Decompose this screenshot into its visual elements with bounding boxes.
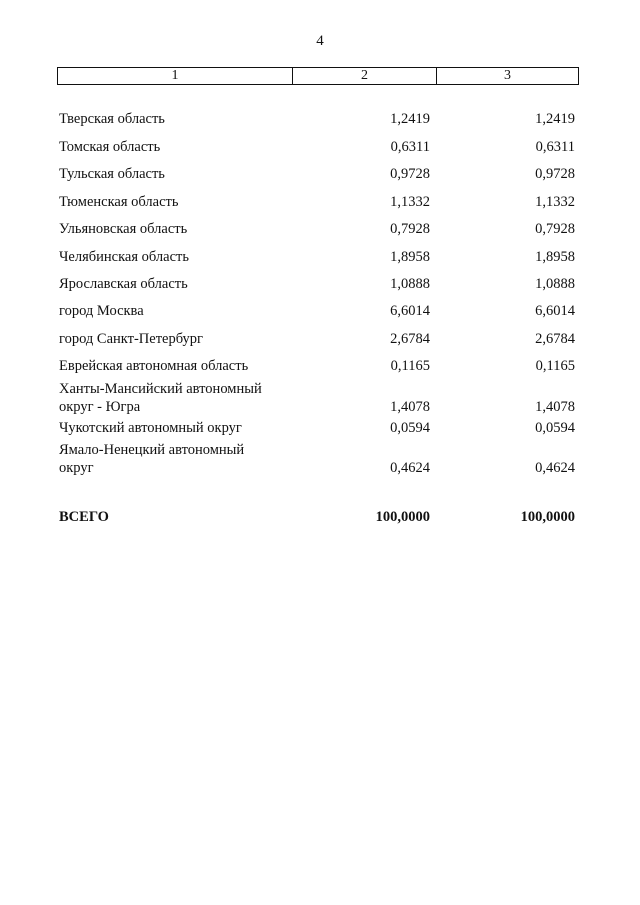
region-name — [59, 441, 299, 477]
region-name — [59, 380, 299, 416]
region-name-line-1: Ханты-Мансийский автономный — [59, 381, 262, 397]
header-col-1: 1 — [58, 68, 293, 84]
value-col-2: 0,9728 — [390, 166, 430, 182]
region-name: Тверская область — [59, 111, 165, 127]
region-name: Челябинская область — [59, 249, 189, 265]
value-col-3: 0,1165 — [535, 358, 575, 374]
region-name: город Москва — [59, 303, 144, 319]
value-col-3: 0,6311 — [535, 139, 575, 155]
value-col-3: 1,8958 — [535, 249, 575, 265]
value-col-2: 1,4078 — [390, 399, 430, 415]
page-number: 4 — [316, 33, 324, 49]
value-col-2: 0,1165 — [390, 358, 430, 374]
header-col-3: 3 — [504, 68, 511, 83]
value-col-2: 1,8958 — [390, 249, 430, 265]
value-col-2: 0,6311 — [390, 139, 430, 155]
value-col-3: 0,7928 — [535, 221, 575, 237]
value-col-3: 0,9728 — [535, 166, 575, 182]
value-col-3: 2,6784 — [535, 331, 575, 347]
total-value-col-2: 100,0000 — [375, 509, 430, 525]
value-col-2: 1,1332 — [390, 194, 430, 210]
header-col-2: 2 — [293, 68, 437, 84]
value-col-2: 2,6784 — [390, 331, 430, 347]
value-col-2: 6,6014 — [390, 303, 430, 319]
total-value-col-3: 100,0000 — [520, 509, 575, 525]
region-name-line-1: Ямало-Ненецкий автономный — [59, 442, 245, 458]
value-col-3: 1,4078 — [535, 399, 575, 415]
region-name: Тюменская область — [59, 194, 179, 210]
region-name: город Санкт-Петербург — [59, 331, 204, 347]
value-col-3: 1,0888 — [535, 276, 575, 292]
value-col-3: 0,4624 — [535, 460, 575, 476]
region-name: Тульская область — [59, 166, 165, 182]
region-name: Ульяновская область — [59, 221, 188, 237]
value-col-3: 1,2419 — [535, 111, 575, 127]
region-name-line-2: округ - Югра — [59, 399, 141, 415]
region-name: Томская область — [59, 139, 161, 155]
value-col-2: 0,0594 — [390, 420, 430, 436]
value-col-2: 1,2419 — [390, 111, 430, 127]
region-name-line-2: округ — [59, 460, 94, 476]
value-col-2: 1,0888 — [390, 276, 430, 292]
value-col-3: 1,1332 — [535, 194, 575, 210]
value-col-3: 6,6014 — [535, 303, 575, 319]
value-col-2: 0,4624 — [390, 460, 430, 476]
total-label: ВСЕГО — [59, 509, 109, 525]
region-name: Ярославская область — [59, 276, 188, 292]
region-name: Еврейская автономная область — [59, 358, 249, 374]
value-col-2: 0,7928 — [390, 221, 430, 237]
region-name: Чукотский автономный округ — [59, 420, 242, 436]
value-col-3: 0,0594 — [535, 420, 575, 436]
